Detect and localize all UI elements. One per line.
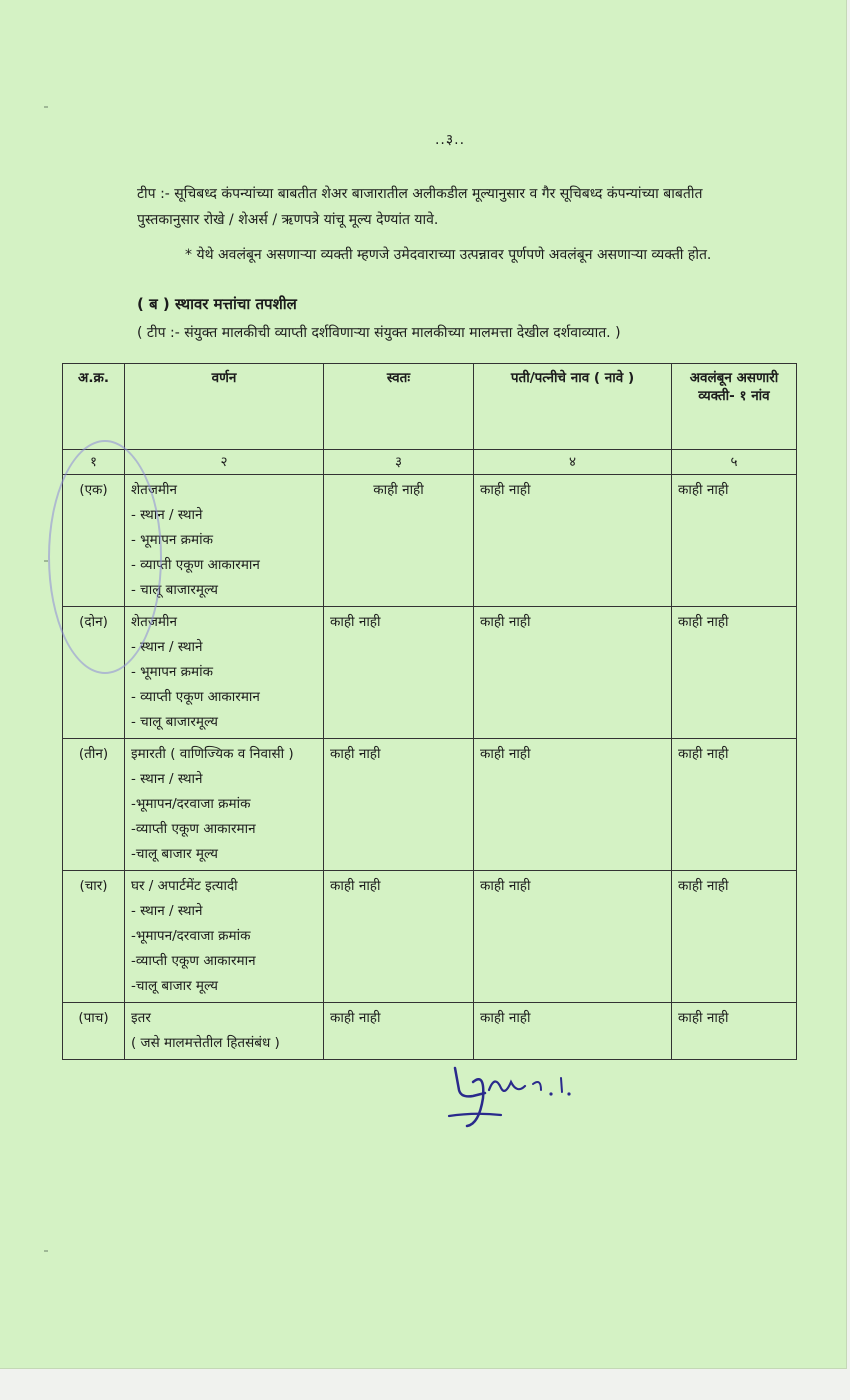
description-line: - स्थान / स्थाने	[131, 639, 203, 655]
header-cell-dependent: अवलंबून असणारी व्यक्ती- १ नांव	[672, 364, 797, 450]
table-row	[63, 871, 797, 1003]
cell-sr: (एक)	[63, 475, 125, 607]
column-number: ३	[324, 450, 474, 475]
cell-description	[125, 607, 324, 739]
column-number: १	[63, 450, 125, 475]
table-row	[63, 1003, 797, 1060]
cell-sr: (दोन)	[63, 607, 125, 739]
cell-self: काही नाही	[324, 1003, 474, 1060]
table-row	[63, 607, 797, 739]
cell-description	[125, 1003, 324, 1060]
description-line: ( जसे मालमत्तेतील हितसंबंध )	[131, 1035, 280, 1051]
header-row	[63, 364, 797, 450]
description-line: शेतजमीन	[131, 482, 177, 498]
cell-spouse: काही नाही	[474, 739, 672, 871]
description-line: इतर	[131, 1010, 151, 1026]
description-line: शेतजमीन	[131, 614, 177, 630]
description-line: - स्थान / स्थाने	[131, 903, 203, 919]
cell-dependent: काही नाही	[672, 871, 797, 1003]
header-cell-spouse: पती/पत्नीचे नाव ( नावे )	[474, 364, 672, 450]
description-line: -चालू बाजार मूल्य	[131, 978, 218, 994]
cell-self: काही नाही	[324, 739, 474, 871]
dependent-note: * येथे अवलंबून असणाऱ्या व्यक्ती म्हणजे उमेदवाराच्या उत्पन्नावर पूर्णपणे अवलंबून असणाऱ्या व्यक्ती होत.	[185, 247, 712, 263]
description-line: -व्याप्ती एकूण आकारमान	[131, 821, 256, 837]
cell-spouse: काही नाही	[474, 475, 672, 607]
description-line: - चालू बाजारमूल्य	[131, 582, 218, 598]
table-row	[63, 739, 797, 871]
description-line: -चालू बाजार मूल्य	[131, 846, 218, 862]
header-cell-self: स्वतः	[324, 364, 474, 450]
punch-mark	[44, 106, 48, 108]
cell-spouse: काही नाही	[474, 871, 672, 1003]
cell-description	[125, 739, 324, 871]
description-line: - स्थान / स्थाने	[131, 507, 203, 523]
cell-sr: (तीन)	[63, 739, 125, 871]
note-text: टीप :- सूचिबध्द कंपन्यांच्या बाबतीत शेअर बाजारातील अलीकडील मूल्यानुसार व गैर सूचिबध्द कंपन्यांच्या बाबतीत पुस्तकानुसार रोखे / शेअर्स / ऋणपत्रे यांचू मूल्य देण्यांत यावे.	[137, 186, 703, 228]
cell-spouse: काही नाही	[474, 607, 672, 739]
table-row	[63, 475, 797, 607]
section-heading: ( ब ) स्थावर मत्तांचा तपशील	[137, 295, 297, 313]
cell-description	[125, 871, 324, 1003]
cell-description	[125, 475, 324, 607]
header-cell-description: वर्णन	[125, 364, 324, 450]
immovable-assets-table	[62, 363, 797, 1060]
cell-self: काही नाही	[324, 475, 474, 607]
description-line: -भूमापन/दरवाजा क्रमांक	[131, 796, 251, 812]
column-number: ५	[672, 450, 797, 475]
cell-spouse: काही नाही	[474, 1003, 672, 1060]
cell-sr: (पाच)	[63, 1003, 125, 1060]
description-line: - व्याप्ती एकूण आकारमान	[131, 557, 260, 573]
signature	[445, 1060, 585, 1135]
description-line: -भूमापन/दरवाजा क्रमांक	[131, 928, 251, 944]
page-number: ..३..	[434, 132, 466, 148]
description-line: - भूमापन क्रमांक	[131, 664, 213, 680]
description-line: इमारती ( वाणिज्यिक व निवासी )	[131, 746, 294, 762]
description-line: - चालू बाजारमूल्य	[131, 714, 218, 730]
punch-mark	[44, 560, 48, 562]
cell-self: काही नाही	[324, 871, 474, 1003]
description-line: - भूमापन क्रमांक	[131, 532, 213, 548]
description-line: - व्याप्ती एकूण आकारमान	[131, 689, 260, 705]
cell-sr: (चार)	[63, 871, 125, 1003]
header-cell-sr: अ.क्र.	[63, 364, 125, 450]
column-number-row	[63, 450, 797, 475]
column-number: २	[125, 450, 324, 475]
cell-dependent: काही नाही	[672, 607, 797, 739]
column-number: ४	[474, 450, 672, 475]
cell-dependent: काही नाही	[672, 1003, 797, 1060]
description-line: - स्थान / स्थाने	[131, 771, 203, 787]
cell-dependent: काही नाही	[672, 739, 797, 871]
cell-self: काही नाही	[324, 607, 474, 739]
cell-dependent: काही नाही	[672, 475, 797, 607]
description-line: घर / अपार्टमेंट इत्यादी	[131, 878, 238, 894]
section-note: ( टीप :- संयुक्त मालकीची व्याप्ती दर्शविणाऱ्या संयुक्त मालकीच्या मालमत्ता देखील दर्शवाव्यात. )	[137, 325, 621, 341]
description-line: -व्याप्ती एकूण आकारमान	[131, 953, 256, 969]
punch-mark	[44, 1250, 48, 1252]
